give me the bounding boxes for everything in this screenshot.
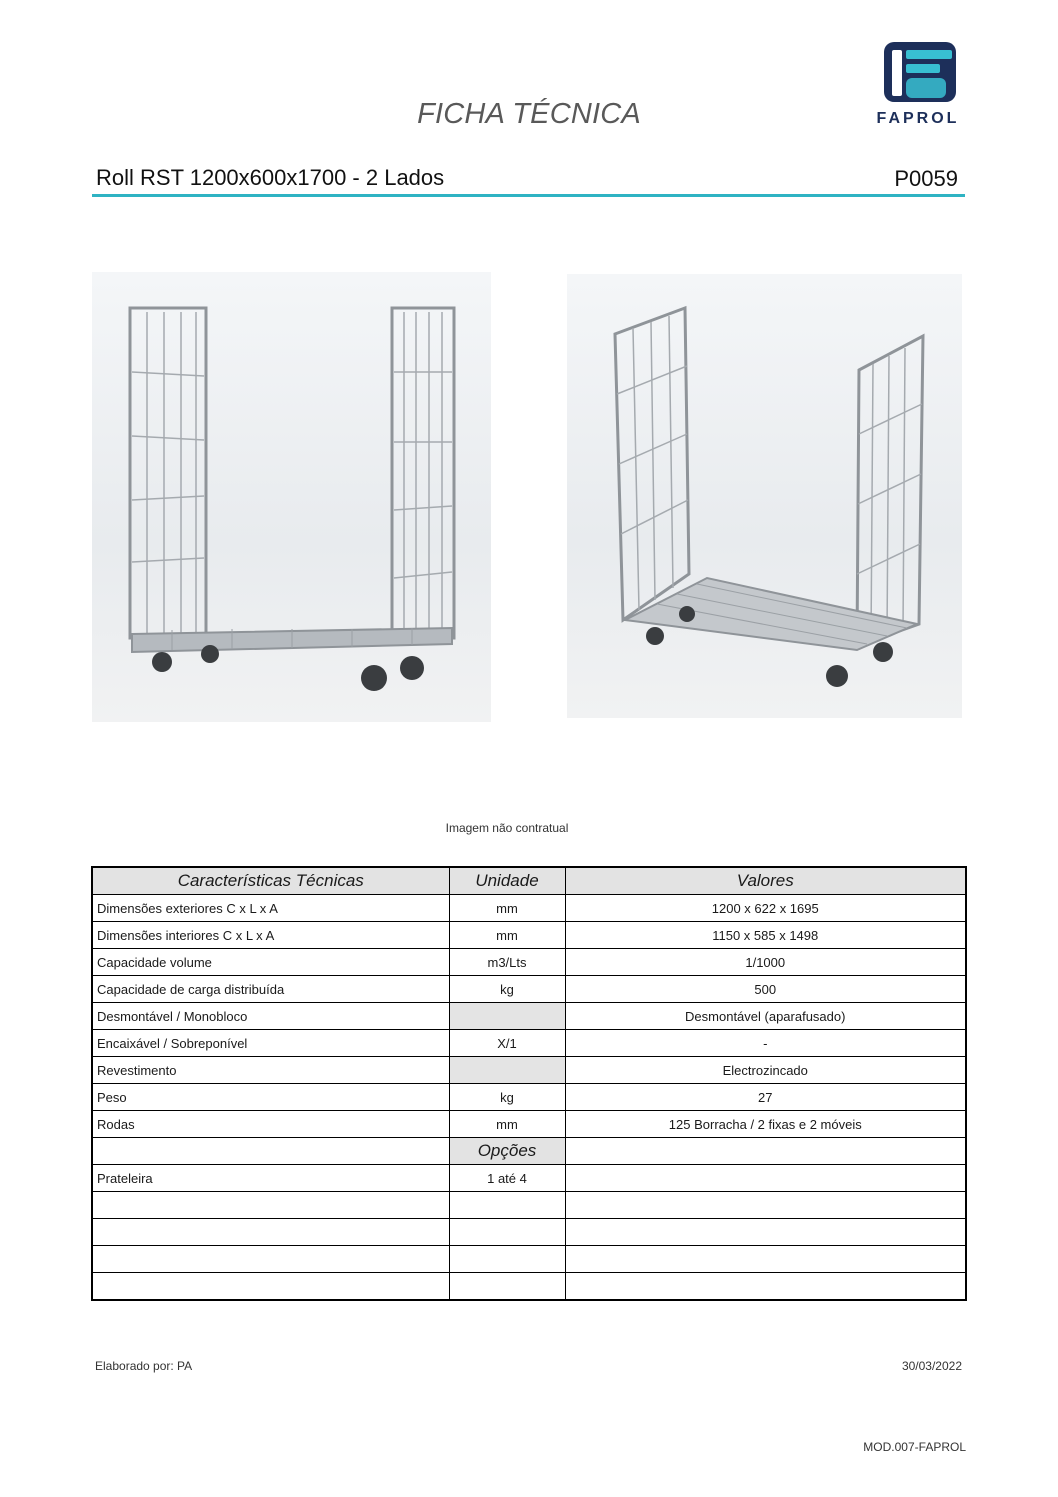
options-row <box>92 1165 966 1192</box>
option-value <box>565 1219 966 1246</box>
row-unit: kg <box>449 976 565 1003</box>
row-label: Dimensões interiores C x L x A <box>92 922 449 949</box>
header-divider <box>92 194 965 197</box>
row-label: Capacidade de carga distribuída <box>92 976 449 1003</box>
technical-spec-table <box>91 866 967 1301</box>
option-unit: 1 até 4 <box>449 1165 565 1192</box>
option-label: Prateleira <box>92 1165 449 1192</box>
option-value <box>565 1192 966 1219</box>
row-value: 125 Borracha / 2 fixas e 2 móveis <box>565 1111 966 1138</box>
row-unit <box>449 1057 565 1084</box>
option-value <box>565 1273 966 1301</box>
row-value: 1200 x 622 x 1695 <box>565 895 966 922</box>
row-label: Desmontável / Monobloco <box>92 1003 449 1030</box>
table-row <box>92 922 966 949</box>
row-label: Dimensões exteriores C x L x A <box>92 895 449 922</box>
product-code: P0059 <box>894 166 958 191</box>
table-header-row <box>92 867 966 895</box>
row-label: Capacidade volume <box>92 949 449 976</box>
row-value: 27 <box>565 1084 966 1111</box>
row-label: Rodas <box>92 1111 449 1138</box>
row-label: Peso <box>92 1084 449 1111</box>
model-reference: MOD.007-FAPROL <box>863 1440 966 1454</box>
product-photo-angled <box>567 274 962 718</box>
row-unit: kg <box>449 1084 565 1111</box>
table-row <box>92 1003 966 1030</box>
column-header-values: Valores <box>565 867 966 895</box>
document-title: FICHA TÉCNICA <box>417 98 641 130</box>
product-photo-front <box>92 272 491 722</box>
row-unit: mm <box>449 1111 565 1138</box>
row-value: - <box>565 1030 966 1057</box>
prepared-by: Elaborado por: PA <box>95 1359 193 1373</box>
row-value: 1/1000 <box>565 949 966 976</box>
table-row <box>92 1030 966 1057</box>
column-header-characteristics: Características Técnicas <box>92 867 449 895</box>
row-value: Desmontável (aparafusado) <box>565 1003 966 1030</box>
row-value: 1150 x 585 x 1498 <box>565 922 966 949</box>
table-row <box>92 895 966 922</box>
table-row <box>92 976 966 1003</box>
row-unit: mm <box>449 922 565 949</box>
logo-wordmark: FAPROL <box>876 110 960 127</box>
options-row <box>92 1192 966 1219</box>
product-name: Roll RST 1200x600x1700 - 2 Lados <box>96 165 445 190</box>
option-label <box>92 1246 449 1273</box>
row-value: Electrozincado <box>565 1057 966 1084</box>
table-row <box>92 1111 966 1138</box>
row-label: Encaixável / Sobreponível <box>92 1030 449 1057</box>
row-unit: mm <box>449 895 565 922</box>
table-row <box>92 1084 966 1111</box>
option-value <box>565 1165 966 1192</box>
option-unit <box>449 1219 565 1246</box>
row-unit: X/1 <box>449 1030 565 1057</box>
document-date: 30/03/2022 <box>901 1359 962 1373</box>
table-row <box>92 1057 966 1084</box>
row-value: 500 <box>565 976 966 1003</box>
option-value <box>565 1246 966 1273</box>
options-row <box>92 1219 966 1246</box>
options-header-blank <box>565 1138 966 1165</box>
option-unit <box>449 1192 565 1219</box>
option-unit <box>449 1246 565 1273</box>
options-header: Opções <box>449 1138 565 1165</box>
options-header-blank <box>92 1138 449 1165</box>
options-header-row <box>92 1138 966 1165</box>
options-row <box>92 1246 966 1273</box>
option-label <box>92 1273 449 1301</box>
image-caption: Imagem não contratual <box>445 821 569 835</box>
row-unit <box>449 1003 565 1030</box>
option-label <box>92 1219 449 1246</box>
row-unit: m3/Lts <box>449 949 565 976</box>
row-label: Revestimento <box>92 1057 449 1084</box>
option-unit <box>449 1273 565 1301</box>
option-label <box>92 1192 449 1219</box>
options-row <box>92 1273 966 1301</box>
table-row <box>92 949 966 976</box>
column-header-unit: Unidade <box>449 867 565 895</box>
